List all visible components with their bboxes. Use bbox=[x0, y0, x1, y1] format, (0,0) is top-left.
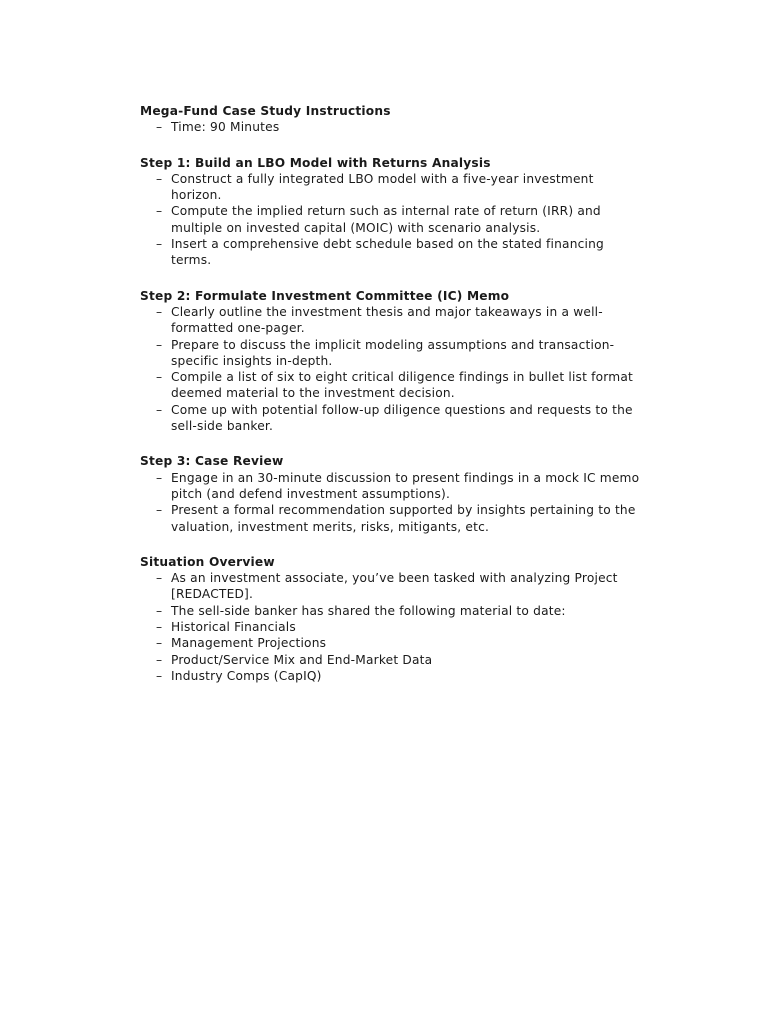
list-item-text: Come up with potential follow-up diligence questions and requests to the sell-side banker. bbox=[171, 402, 633, 434]
list-item-text: Compile a list of six to eight critical diligence findings in bullet list format deemed material to the investment decision. bbox=[171, 370, 634, 401]
list-item-text: Historical Financials bbox=[171, 620, 296, 635]
step1-list bbox=[140, 171, 640, 269]
dash-bullet: – bbox=[156, 620, 163, 635]
list-item-text: Present a formal recommendation supported by insights pertaining to the valuation, investment merits, risks, mitigants, etc. bbox=[171, 503, 636, 534]
list-item bbox=[140, 337, 640, 370]
header-list bbox=[140, 119, 640, 135]
list-item-text: The sell-side banker has shared the following material to date: bbox=[171, 603, 566, 618]
situation-section bbox=[140, 554, 640, 684]
list-item-text: Insert a comprehensive debt schedule based on the stated financing terms. bbox=[171, 237, 604, 268]
list-item bbox=[140, 668, 640, 684]
step1-heading: Step 1: Build an LBO Model with Returns Analysis bbox=[140, 155, 491, 170]
dash-bullet: – bbox=[156, 571, 163, 586]
step2-heading: Step 2: Formulate Investment Committee (IC) Memo bbox=[140, 288, 510, 303]
dash-bullet: – bbox=[156, 370, 163, 385]
dash-bullet: – bbox=[156, 304, 163, 319]
list-item bbox=[140, 652, 640, 668]
list-item bbox=[140, 570, 640, 603]
list-item bbox=[140, 236, 640, 269]
list-item bbox=[140, 369, 640, 402]
list-item-text: Industry Comps (CapIQ) bbox=[171, 668, 322, 683]
list-item bbox=[140, 603, 640, 619]
dash-bullet: – bbox=[156, 603, 163, 618]
list-item bbox=[140, 402, 640, 435]
step1-section bbox=[140, 155, 640, 269]
list-item bbox=[140, 304, 640, 337]
dash-bullet: – bbox=[156, 636, 163, 651]
situation-heading: Situation Overview bbox=[140, 554, 275, 569]
list-item-text: Product/Service Mix and End-Market Data bbox=[171, 652, 433, 667]
dash-bullet: – bbox=[156, 470, 163, 485]
list-item bbox=[140, 470, 640, 503]
list-item bbox=[140, 635, 640, 651]
list-item-text: Engage in an 30-minute discussion to present findings in a mock IC memo pitch (and defend investment assumptions). bbox=[171, 470, 640, 501]
step2-section bbox=[140, 288, 640, 435]
header-section bbox=[140, 103, 640, 136]
dash-bullet: – bbox=[156, 503, 163, 518]
step3-section bbox=[140, 453, 640, 534]
dash-bullet: – bbox=[156, 120, 163, 135]
list-item-text: As an investment associate, you’ve been tasked with analyzing Project [REDACTED]. bbox=[171, 571, 618, 602]
step2-list bbox=[140, 304, 640, 434]
dash-bullet: – bbox=[156, 668, 163, 683]
dash-bullet: – bbox=[156, 652, 163, 667]
time-text: Time: 90 Minutes bbox=[171, 120, 280, 135]
document-title: Mega-Fund Case Study Instructions bbox=[140, 104, 391, 118]
list-item-text: Prepare to discuss the implicit modeling assumptions and transaction-specific insights in-depth. bbox=[171, 337, 615, 368]
list-item-text: Management Projections bbox=[171, 636, 327, 651]
dash-bullet: – bbox=[156, 171, 163, 186]
dash-bullet: – bbox=[156, 204, 163, 219]
list-item bbox=[140, 171, 640, 204]
list-item-text: Compute the implied return such as internal rate of return (IRR) and multiple on invested capital (MOIC) with scenario analysis. bbox=[171, 204, 601, 235]
list-item-text: Clearly outline the investment thesis and major takeaways in a well-formatted one-pager. bbox=[171, 304, 603, 336]
list-item bbox=[140, 119, 640, 135]
document-page bbox=[140, 103, 640, 684]
list-item bbox=[140, 203, 640, 236]
dash-bullet: – bbox=[156, 402, 163, 417]
situation-list bbox=[140, 570, 640, 684]
list-item bbox=[140, 502, 640, 535]
step3-list bbox=[140, 470, 640, 535]
step3-heading: Step 3: Case Review bbox=[140, 454, 284, 469]
list-item bbox=[140, 619, 640, 635]
list-item-text: Construct a fully integrated LBO model with a five-year investment horizon. bbox=[171, 171, 594, 203]
dash-bullet: – bbox=[156, 237, 163, 252]
dash-bullet: – bbox=[156, 337, 163, 352]
